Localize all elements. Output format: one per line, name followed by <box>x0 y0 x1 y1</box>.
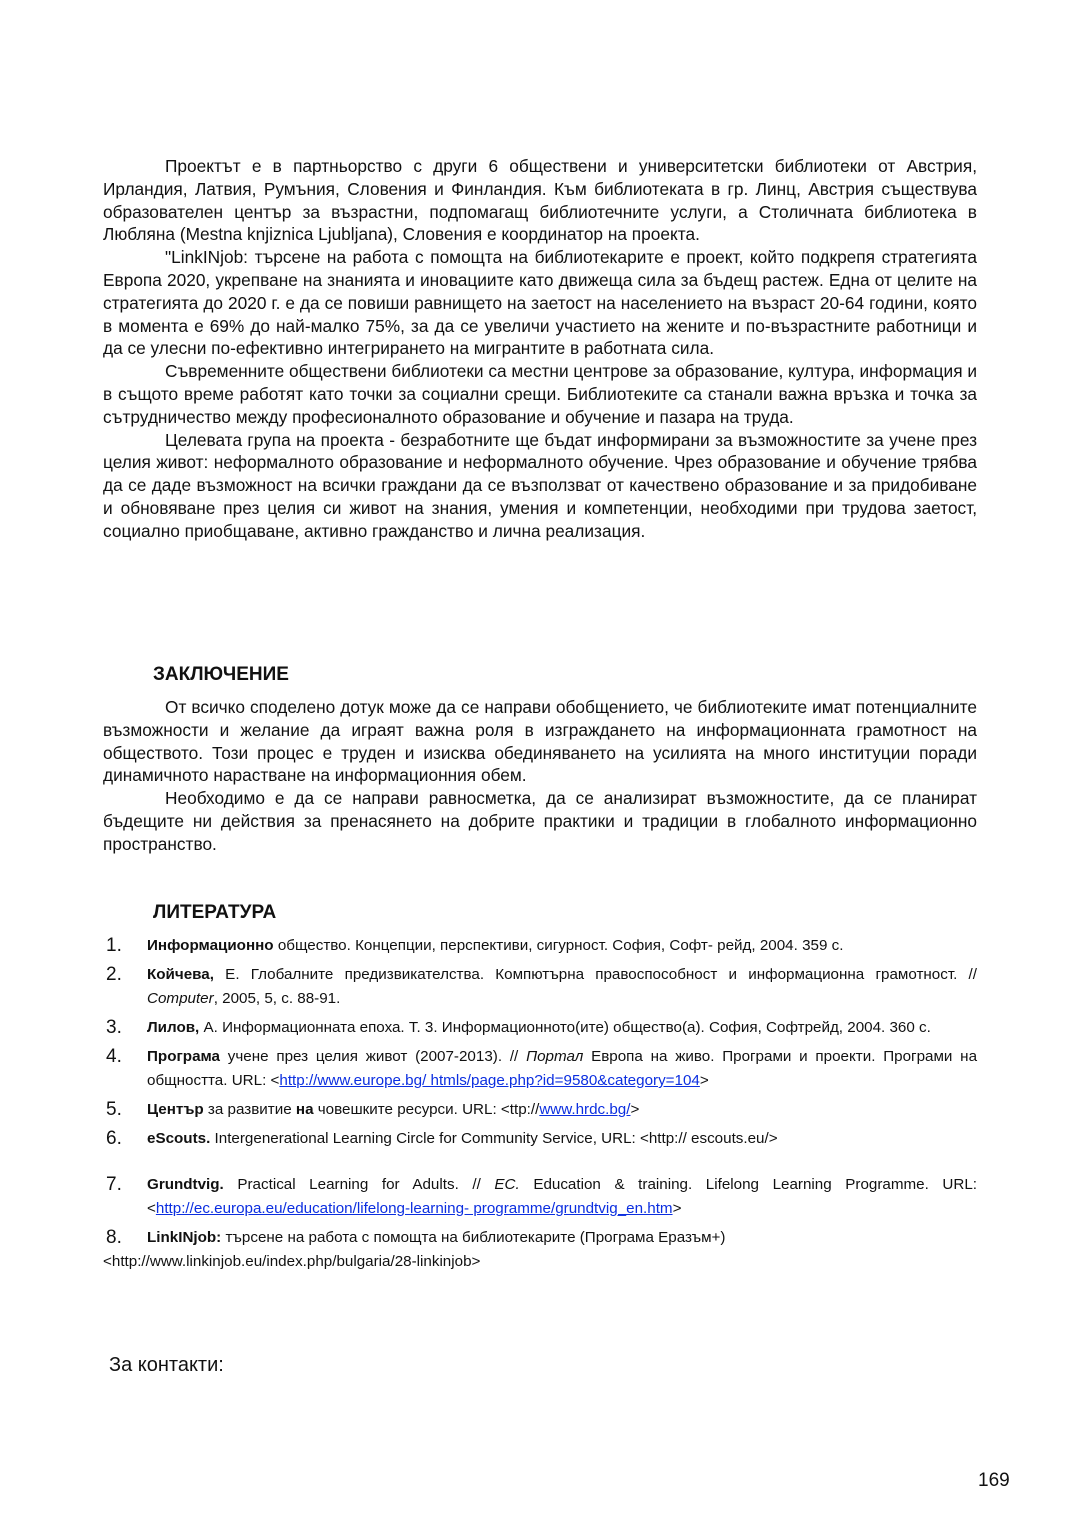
paragraph: От всичко споделено дотук може да се направи обобщението, че библиотеките имат потенциалните възможности и желание да играят важна роля в изграждането на информационната грамотност на обществото. Този процес е труден и изисква обединяването на усилията на много институции поради динамичното нарастване на информационния обем. <box>103 697 977 786</box>
reference-number: 8. <box>106 1227 122 1248</box>
reference-text: търсене на работа с помощта на библиотекарите (Програма Еразъм+) <box>221 1229 726 1246</box>
reference-source: Портал <box>526 1048 584 1065</box>
contacts-label: За контакти: <box>109 1354 224 1376</box>
reference-text: човешките ресурси. URL: <ttp:// <box>313 1101 540 1118</box>
intro-section <box>103 155 977 543</box>
reference-author: Информационно <box>147 937 274 954</box>
reference-author: LinkINjob: <box>147 1229 222 1246</box>
paragraph: Съвременните обществени библиотеки са местни центрове за образование, култура, информация и в същото време работят като точки за социални срещи. Библиотеките са станали важна връзка и точка за сътрудничество между професионалното образование и обучение и пазара на труда. <box>103 361 978 427</box>
reference-bold: на <box>295 1101 314 1118</box>
reference-text: А. Информационната епоха. Т. 3. Информационното(ите) общество(а). София, Софтрейд, 2004. 360 с. <box>199 1019 931 1036</box>
reference-text: , 2005, 5, с. 88-91. <box>213 990 341 1007</box>
paragraph: Необходимо е да се направи равносметка, да се анализират възможностите, да се планират бъдещите ни действия за пренасянето на добрите практики и традиции в глобалното информационно пространство. <box>103 788 977 854</box>
reference-source: Computer <box>147 990 214 1007</box>
reference-item <box>103 1098 977 1122</box>
reference-item <box>103 1127 977 1151</box>
reference-item <box>103 1045 977 1093</box>
reference-item <box>103 963 977 1011</box>
reference-author: Програма <box>147 1048 221 1065</box>
reference-author: Център <box>147 1101 204 1118</box>
page-number: 169 <box>978 1470 1010 1491</box>
reference-text: Practical Learning for Adults. // <box>223 1176 495 1193</box>
reference-item <box>103 1016 977 1040</box>
reference-source: EC. <box>494 1176 520 1193</box>
paragraph: "LinkINjob: търсене на работа с помощта на библиотекарите е проект, който подкрепя стратегията Европа 2020, укрепване на знанията и иновациите като движеща сила за бъдещ растеж. Една от целите на стратегията до 2020 г. е да се повиши равнището на заетост на населението на възраст 20-64 години, която в момента е 69% до най-малко 75%, за да се увеличи участието на жените и по-възрастните работници и да се улесни по-ефективно интегрирането на мигрантите в работната сила. <box>103 247 977 359</box>
reference-text: Европа на живо. Програми и проекти. Програми на общността. URL: < <box>147 1048 978 1089</box>
reference-number: 5. <box>106 1099 122 1120</box>
reference-text: Education & training. Lifelong Learning Programme. URL: < <box>147 1176 978 1217</box>
reference-text: учене през целия живот (2007-2013). // <box>220 1048 527 1065</box>
paragraph: Целевата група на проекта - безработните ще бъдат информирани за възможностите за учене през целия живот: неформалното образование и неформалното обучение. Чрез образование и обучение трябва да се даде възможност на всички граждани да се възползват от качествено образование и за придобиване и обновяване през целия си живот на знания, умения и компетенции, необходими при трудова заетост, социално приобщаване, активно гражданство и лична реализация. <box>103 429 977 541</box>
reference-author: Лилов, <box>147 1019 200 1036</box>
references-heading: ЛИТЕРАТУРА <box>153 902 277 923</box>
reference-item <box>103 934 977 958</box>
reference-text: Intergenerational Learning Circle for Community Service, URL: <http:// escouts.eu/> <box>210 1130 778 1147</box>
reference-link[interactable]: www.hrdc.bg/ <box>539 1101 631 1118</box>
reference-number: 7. <box>106 1174 122 1195</box>
reference-link[interactable]: http://ec.europa.eu/education/lifelong-learning- programme/grundtvig_en.htm <box>155 1200 673 1217</box>
reference-text: > <box>630 1101 640 1118</box>
references-list <box>103 934 977 1274</box>
reference-number: 1. <box>106 935 122 956</box>
reference-author: Grundtvig. <box>147 1176 224 1193</box>
reference-link[interactable]: http://www.europe.bg/ htmls/page.php?id=9580&category=104 <box>279 1072 700 1089</box>
paragraph: Проектът е в партньорство с други 6 обществени и университетски библиотеки от Австрия, Ирландия, Латвия, Румъния, Словения и Финландия. Към библиотеката в гр. Линц, Австрия съществува образователен център за възрастни, подпомагащ библиотечните услуги, а Столичната библиотека в Любляна (Mestna knjiznica Ljubljana), Словения е координатор на проекта. <box>103 156 977 245</box>
reference-item <box>103 1226 977 1250</box>
reference-text: за развитие <box>203 1101 296 1118</box>
reference-number: 2. <box>106 964 122 985</box>
reference-number: 3. <box>106 1017 122 1038</box>
conclusion-section <box>103 696 977 856</box>
reference-item <box>103 1173 977 1221</box>
reference-text: общество. Концепции, перспективи, сигурност. София, Софт- рейд, 2004. 359 с. <box>273 937 844 954</box>
reference-author: Койчева, <box>147 966 214 983</box>
reference-number: 6. <box>106 1128 122 1149</box>
reference-number: 4. <box>106 1046 122 1067</box>
reference-text: > <box>672 1200 682 1217</box>
reference-author: eScouts. <box>147 1130 211 1147</box>
conclusion-heading: ЗАКЛЮЧЕНИЕ <box>153 664 289 685</box>
reference-text: Е. Глобалните предизвикателства. Компютърна правоспособност и информационна грамотност. // <box>213 966 977 983</box>
reference-text: > <box>699 1072 709 1089</box>
reference-url: <http://www.linkinjob.eu/index.php/bulgaria/28-linkinjob> <box>103 1253 481 1270</box>
